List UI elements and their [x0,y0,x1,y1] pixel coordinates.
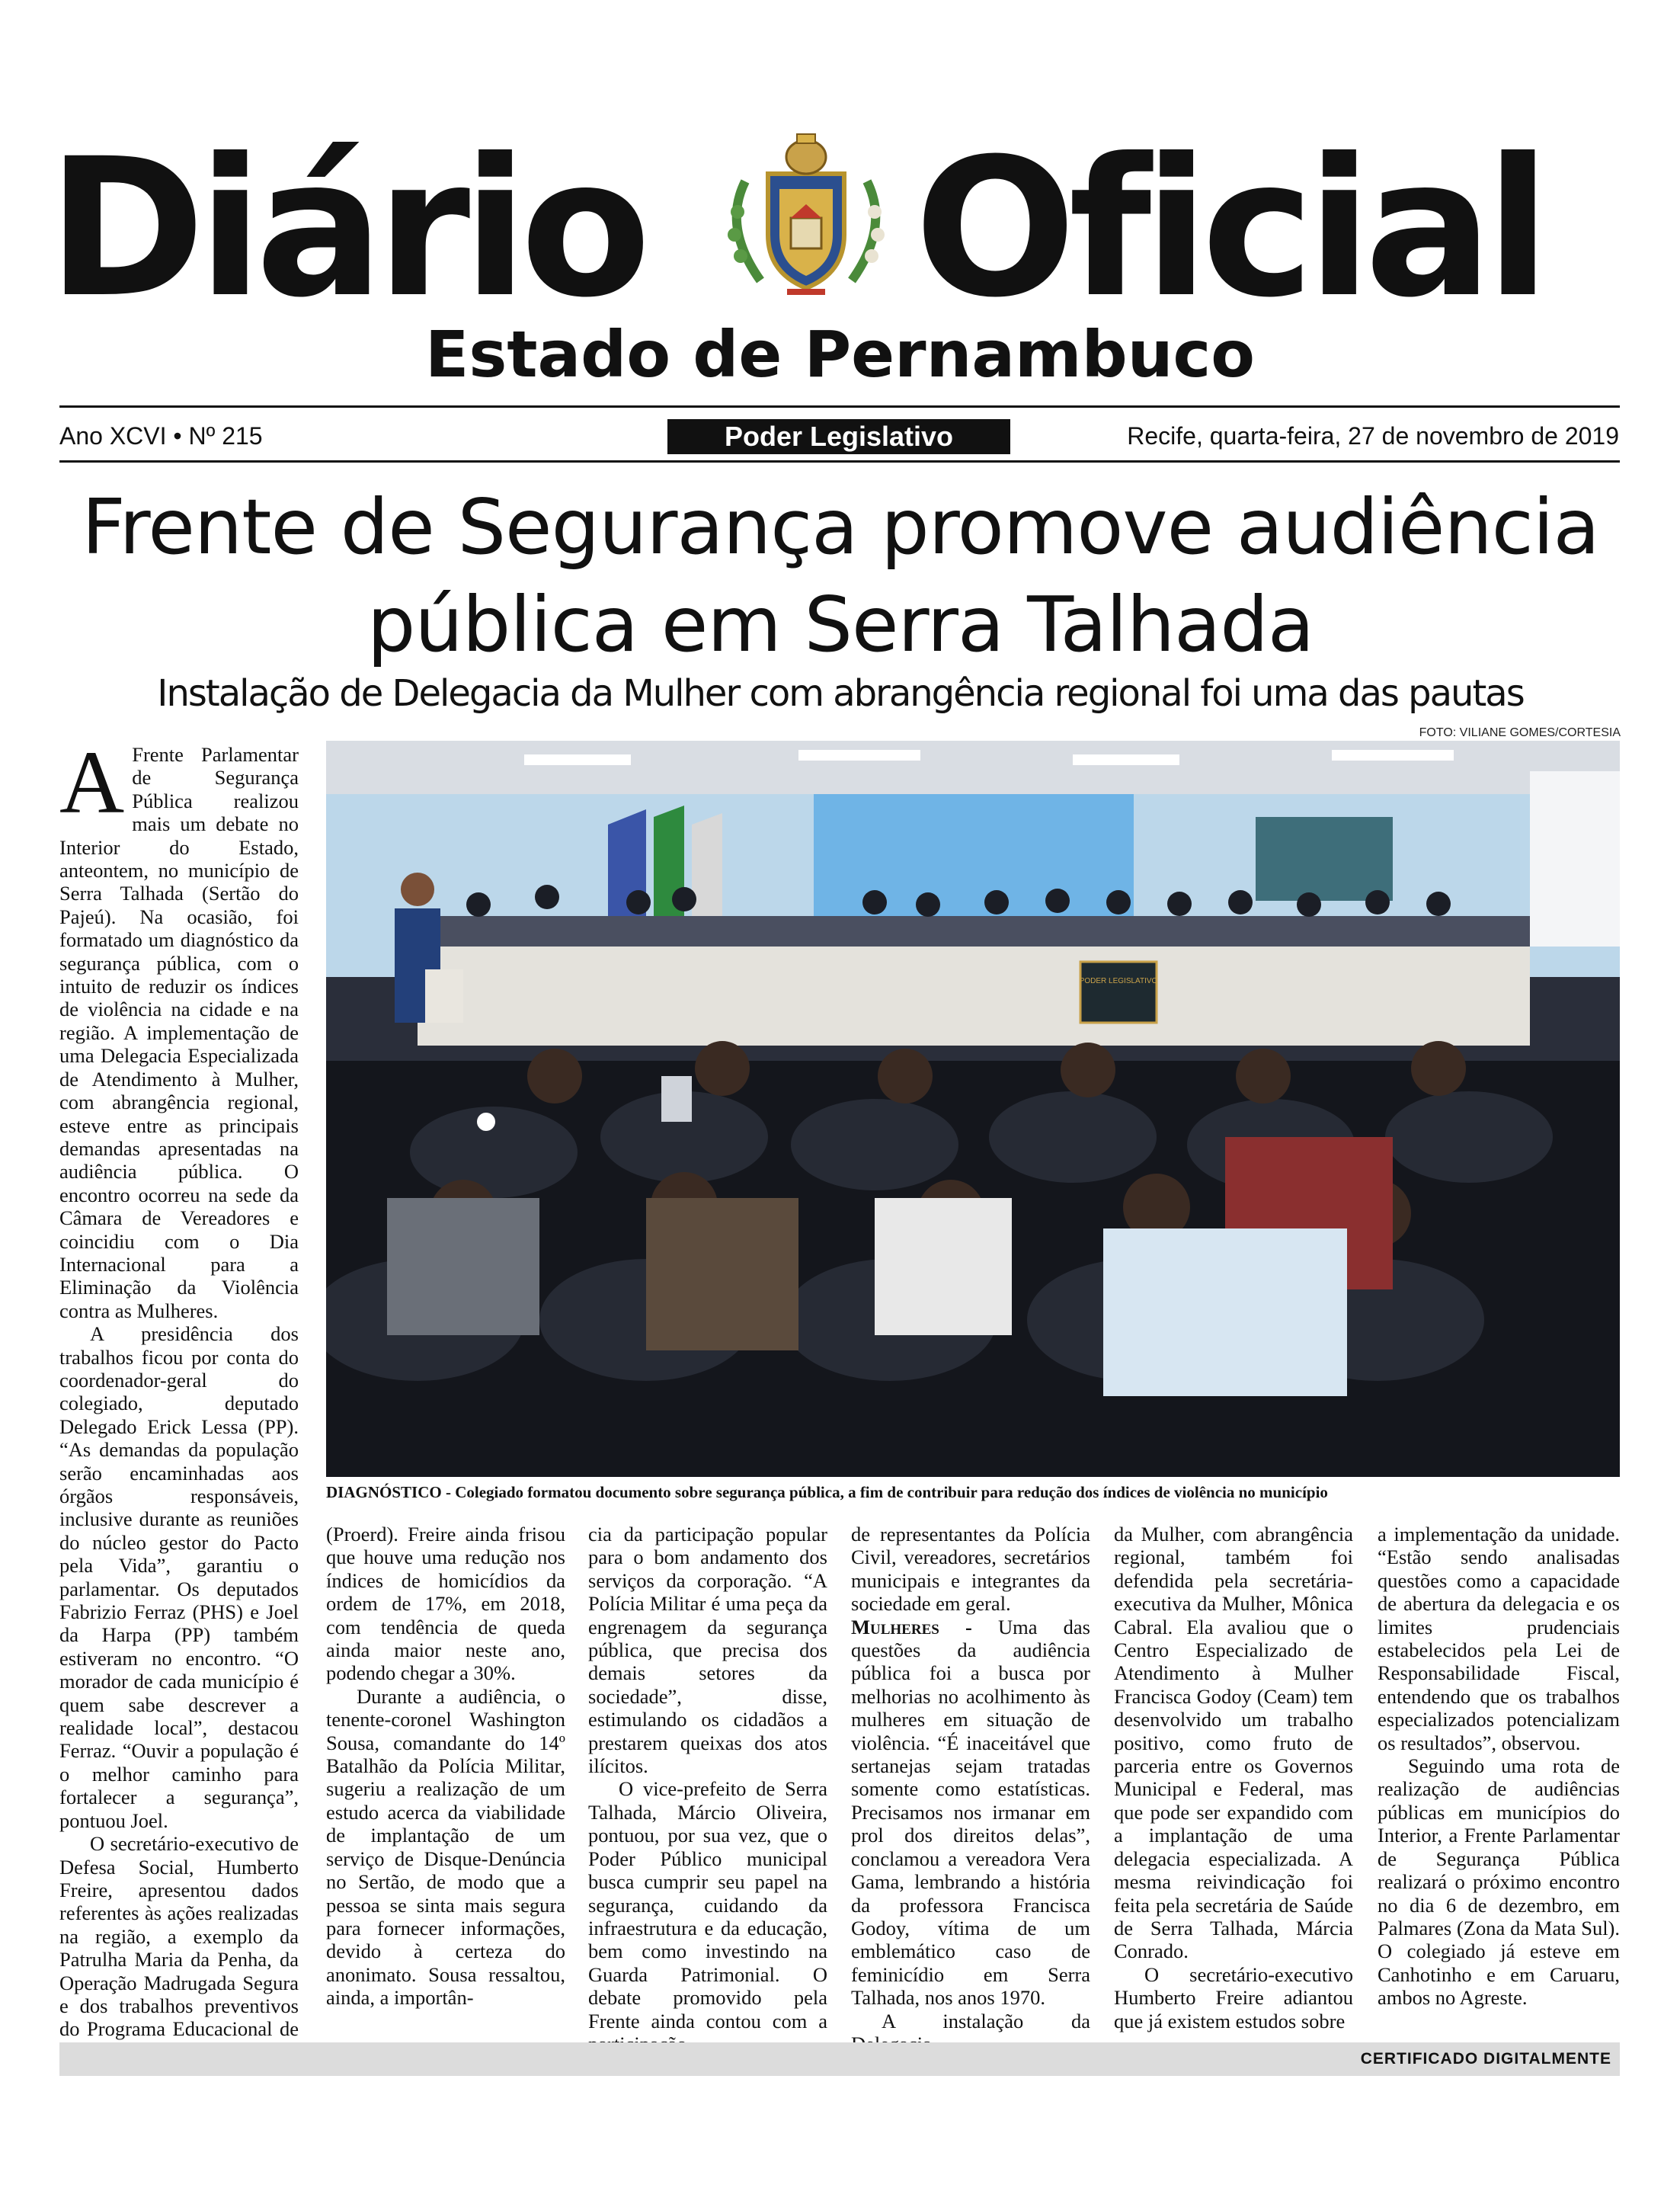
article-column-4 [851,1523,1090,2055]
masthead-title-right: Oficial [914,117,1544,339]
section-subhead: Mulheres - [851,1615,972,1638]
masthead-rule-bottom [59,460,1620,463]
drop-cap: A [59,732,125,832]
column-6-paragraph-1: a implementação da unidade. “Estão sendo analisadas questões como a capacidade de abertura da delegacia e os limites prudenciais estabelecidos pela Lei de Responsabilidade Fiscal, entendendo que os trabalhos especializados potencializam os resultados”, observou. [1378,1523,1620,1754]
masthead-subtitle: Estado de Pernambuco [424,317,1256,392]
column-2-paragraph-2: Durante a audiência, o tenente-coronel Washington Sousa, comandante do 14º Batalhão da Polícia Militar, sugeriu a realização de um estudo acerca da viabilidade de implantação de um serviço de Disque-Denúncia no Sertão, de modo que a pessoa se sinta mais segura para fornecer informações, devido à certeza do anonimato. Sousa ressaltou, ainda, a importân- [326,1684,565,2010]
column-4-paragraph-3: A instalação da [882,2009,1090,2032]
column-3-paragraph-1: cia da participação popular para o bom andamento dos serviços da corporação. “A Polícia Militar é uma peça da engrenagem da segurança pública, que precisa dos demais setores da sociedade”, disse, estimulando os cidadãos a prestarem queixas dos atos ilícitos. [588,1523,827,1778]
column-1-paragraph-1: Frente Parlamentar de Segurança Pública realizou mais um debate no Interior do Estado, anteontem, no município de Serra Talhada (Sertão do Pajeú). Na ocasião, foi formatado um diagnóstico da segurança pública, com o intuito de reduzir os índices de violência na cidade e na região. A implementação de uma Delegacia Especializada de Atendimento à Mulher, com abrangência regional, esteve entre as principais demandas apresentadas na audiência pública. O encontro ocorreu na sede da Câmara de Vereadores e coincidiu com o Dia Internacional para a Eliminação da Violência contra as Mulheres. [59,743,299,1322]
photo-caption [326,1481,1620,1503]
photo-credit: FOTO: VILIANE GOMES/CORTESIA [1419,726,1621,739]
article-column-1 [59,732,299,2064]
column-5-paragraph-2: O secretário-executivo Humberto Freire adiantou que já existem estudos sobre [1114,1962,1353,2032]
headline: Frente de Segurança promove audiência pública em Serra Talhada [82,482,1599,669]
column-4-paragraph-1: de representantes da Polícia Civil, vereadores, secretários municipais e integrantes da sociedade em geral. [851,1523,1090,1616]
column-5-paragraph-1: da Mulher, com abrangência regional, também foi defendida pela secretária-executiva da Mulher, Mônica Cabral. Ela avaliou que o Centro Especializado de Atendimento à Mulher Francisca Godoy (Ceam) tem desenvolvido um trabalho positivo, como fruto de parceria entre os Governos Municipal e Federal, mas que pode ser expandido com a implantação de uma delegacia especializada. A mesma reivindicação foi feita pela secretária de Saúde de Serra Talhada, Márcia Conrado. [1114,1523,1353,1963]
pernambuco-coat-of-arms-icon [715,128,898,303]
article-photo [326,741,1620,1477]
digital-certification-label: CERTIFICADO DIGITALMENTE [1360,2050,1611,2068]
subheadline: Instalação de Delegacia da Mulher com abrangência regional foi uma das pautas [157,672,1524,715]
caption-label: DIAGNÓSTICO - [326,1483,451,1501]
photo-sign-text: PODER LEGISLATIVO [1079,977,1158,985]
column-2-paragraph-1: (Proerd). Freire ainda frisou que houve uma redução nos índices de homicídios da ordem de 17%, em 2018, com tendência de queda ainda maior neste ano, podendo chegar a 30%. [326,1523,565,1685]
article-column-5 [1114,1523,1353,2032]
dateline: Recife, quarta-feira, 27 de novembro de 2019 [1127,422,1619,450]
column-4-paragraph-2: Uma das questões da audiência pública foi a busca por melhorias no acolhimento às mulheres em situação de violência. “É inaceitável que sertanejas sejam tratadas somente como estatísticas. Precisamos nos irmanar em prol dos direitos delas”, conclamou a vereadora Vera Gama, lembrando a história da professora Francisca Godoy, vítima de um emblemático caso de feminicídio em Serra Talhada, nos anos 1970. [851,1615,1090,2010]
article-column-6 [1378,1523,1620,2010]
masthead-title-left: Diário [47,117,644,339]
issue-number: Ano XCVI • Nº 215 [59,422,263,450]
masthead-rule-top [59,405,1620,408]
column-1-paragraph-2: A presidência dos trabalhos ficou por conta do coordenador-geral do colegiado, deputado Delegado Erick Lessa (PP). “As demandas da população serão encaminhadas aos órgãos responsáveis, inclusive durante as reuniões do núcleo gestor do Pacto pela Vida”, garantiu o parlamentar. Os deputados Fabrizio Ferraz (PHS) e Joel da Harpa (PP) também estiveram no encontro. “O morador de cada município é quem sabe descrever a realidade local”, destacou Ferraz. “Ouvir a população é o melhor caminho para fortalecer a segurança”, pontuou Joel. [59,1322,299,1832]
article-column-3 [588,1523,827,2055]
article-column-2 [326,1523,565,2010]
section-badge: Poder Legislativo [667,419,1010,454]
caption-text: Colegiado formatou documento sobre segurança pública, a fim de contribuir para redução dos índices de violência no município [450,1483,1328,1501]
column-3-paragraph-2: O vice-prefeito de Serra Talhada, Márcio Oliveira, pontuou, por sua vez, que o Poder Público municipal busca cumprir seu papel na segurança, cuidando da infraestrutura e da educação, bem como investindo na Guarda Patrimonial. O debate promovido pela Frente ainda contou com a [588,1777,827,2032]
column-1-paragraph-3: O secretário-executivo de Defesa Social, Humberto Freire, apresentou dados referentes às ações realizadas na região, a exemplo da Patrulha Maria da Penha, da Operação Madrugada Segura e dos trabalhos preventivos do Programa Educacional de [59,1832,299,2041]
column-6-paragraph-2: Seguindo uma rota de realização de audiências públicas em municípios do Interior, a Frente Parlamentar de Segurança Pública realizará o próximo encontro no dia 6 de dezembro, em Palmares (Zona da Mata Sul). O colegiado já esteve em Canhotinho e em Caruaru, ambos no Agreste. [1378,1754,1620,2010]
